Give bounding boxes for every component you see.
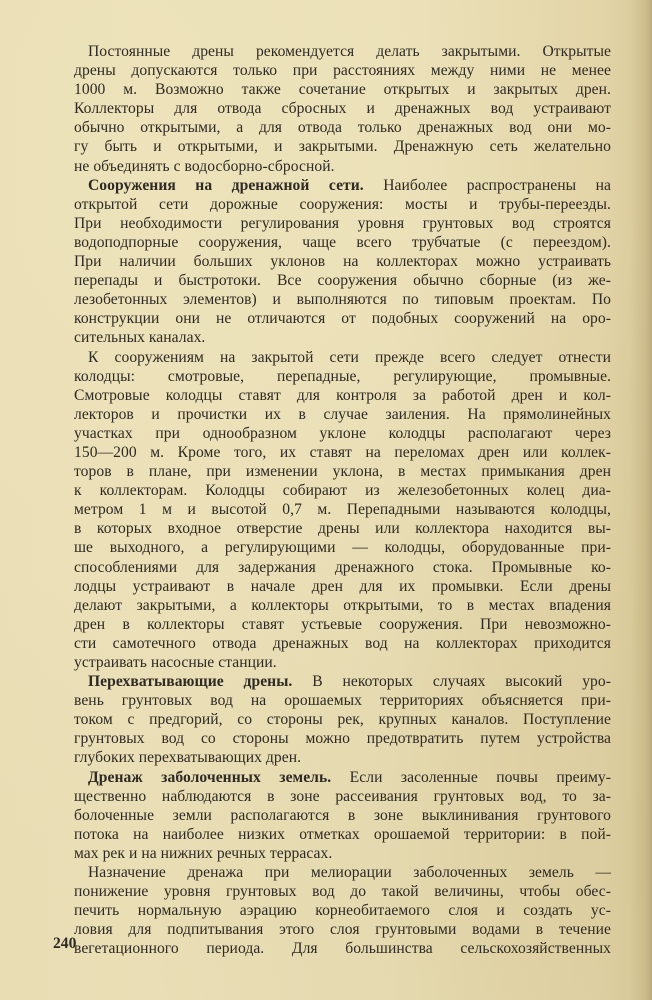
text-line: дрены допускаются только при расстояниях между ними не менее [74, 62, 611, 80]
text-fragment: В некоторых случаях высокий уро- [292, 673, 611, 691]
paragraph-1 [74, 42, 611, 176]
text-line: понижение уровня грунтовых вод до такой величины, чтобы обес- [74, 883, 611, 901]
paragraph-3 [74, 348, 611, 673]
text-line: устраивать насосные станции. [74, 654, 277, 671]
text-line: болоченные земли располагаются в зоне выклинивания грунтового [74, 806, 611, 824]
text-line: вень грунтовых вод на орошаемых территориях объясняется при- [74, 692, 611, 710]
text-line: 150—200 м. Кроме того, их ставят на переломах дрен или коллек- [74, 443, 611, 461]
paragraph-6 [74, 863, 611, 958]
text-line: При наличии больших уклонов на коллекторах можно устраивать [74, 253, 611, 271]
text-line: печить нормальную аэрацию корнеобитаемого слоя и создать ус- [74, 902, 611, 920]
section-heading-wetland-drainage: Дренаж заболоченных земель. [88, 768, 332, 786]
text-fragment: Если засоленные почвы преиму- [331, 768, 611, 786]
text-line: сти самотечного отвода дренажных вод на коллекторах приходится [74, 634, 611, 652]
text-line: дрен в коллекторы ставят устьевые сооружения. При невозможно- [74, 615, 611, 633]
section-heading-intercepting-drains: Перехватывающие дрены. [88, 673, 293, 691]
text-line: конструкции они не отличаются от подобных сооружений на оро- [74, 310, 611, 328]
page-number: 240 [53, 935, 77, 952]
text-line: участках при однообразном уклоне колодцы располагают через [74, 424, 611, 442]
text-line: в которых входное отверстие дрены или коллектора находится вы- [74, 520, 611, 538]
text-line: потока на наиболее низких отметках орошаемой территории: в пой- [74, 825, 611, 843]
text-line: ловия для подпитывания этого слоя грунтовыми водами в течение [74, 921, 611, 939]
text-line: лекторов и прочистки их в случае заиления. На прямолинейных [74, 405, 611, 423]
text-line: колодцы: смотровые, перепадные, регулирующие, промывные. [74, 367, 611, 385]
page-edge-shadow [630, 0, 652, 1000]
text-line: 1000 м. Возможно также сочетание открытых и закрытых дрен. [74, 81, 611, 99]
text-line: Смотровые колодцы ставят для контроля за работой дрен и кол- [74, 386, 611, 404]
text-line: к коллекторам. Колодцы собирают из железобетонных колец диа- [74, 482, 611, 500]
text-line: Назначение дренажа при мелиорации заболоченных земель — [88, 864, 611, 882]
text-line: метром 1 м и высотой 0,7 м. Перепадными называются колодцы, [74, 501, 611, 519]
text-line: не объединять с водосборно-сбросной. [74, 157, 335, 175]
section-heading-drainage-structures: Сооружения на дренажной сети. [88, 176, 364, 194]
text-line: делают закрытыми, а коллекторы открытыми, то в местах впадения [74, 596, 611, 614]
text-line: током с предгорий, со стороны рек, крупных каналов. Поступление [74, 711, 611, 729]
text-line: Постоянные дрены рекомендуется делать закрытыми. Открытые [88, 43, 611, 60]
text-line: щественно наблюдаются в зоне рассеивания грунтовых вод, то за- [74, 787, 611, 805]
text-line: перепады и быстротоки. Все сооружения обычно сборные (из же- [74, 272, 611, 290]
text-fragment: Наиболее распространены на [363, 176, 611, 194]
text-line [74, 672, 611, 691]
text-line: лодцы устраивают в начале дрен для их промывки. Если дрены [74, 577, 611, 595]
text-line: водоподпорные сооружения, чаще всего трубчатые (с переездом). [74, 233, 611, 251]
text-line [74, 176, 611, 195]
text-line: торов в плане, при изменении уклона, в местах примыкания дрен [74, 463, 611, 481]
page-body-text [74, 42, 611, 959]
text-line: ше выходного, а регулирующими — колодцы, оборудованные при- [74, 539, 611, 557]
text-line: обычно открытыми, а для отвода только дренажных вод они мо- [74, 119, 611, 137]
text-line: гу быть и открытыми, и закрытыми. Дренажную сеть желательно [74, 138, 611, 156]
text-line: открытой сети дорожные сооружения: мосты и трубы-переезды. [74, 195, 611, 213]
text-line: Коллекторы для отвода сбросных и дренажных вод устраивают [74, 100, 611, 118]
text-line: лезобетонных элементов) и выполняются по типовым проектам. По [74, 291, 611, 309]
text-line [74, 768, 611, 787]
text-line: При необходимости регулирования уровня грунтовых вод строятся [74, 214, 611, 232]
text-line: сительных каналах. [74, 329, 206, 347]
text-line: грунтовых вод со стороны можно предотвратить путем устройства [74, 730, 611, 748]
text-line: глубоких перехватывающих дрен. [74, 749, 302, 767]
paragraph-4 [74, 672, 611, 767]
text-line: вегетационного периода. Для большинства сельскохозяйственных [74, 940, 611, 958]
paragraph-5 [74, 768, 611, 863]
paragraph-2 [74, 176, 611, 348]
text-line: способлениями для задержания дренажного стока. Промывные ко- [74, 558, 611, 576]
text-line: К сооружениям на закрытой сети прежде всего следует отнести [88, 348, 611, 366]
text-line: мах рек и на нижних речных террасах. [74, 844, 333, 862]
